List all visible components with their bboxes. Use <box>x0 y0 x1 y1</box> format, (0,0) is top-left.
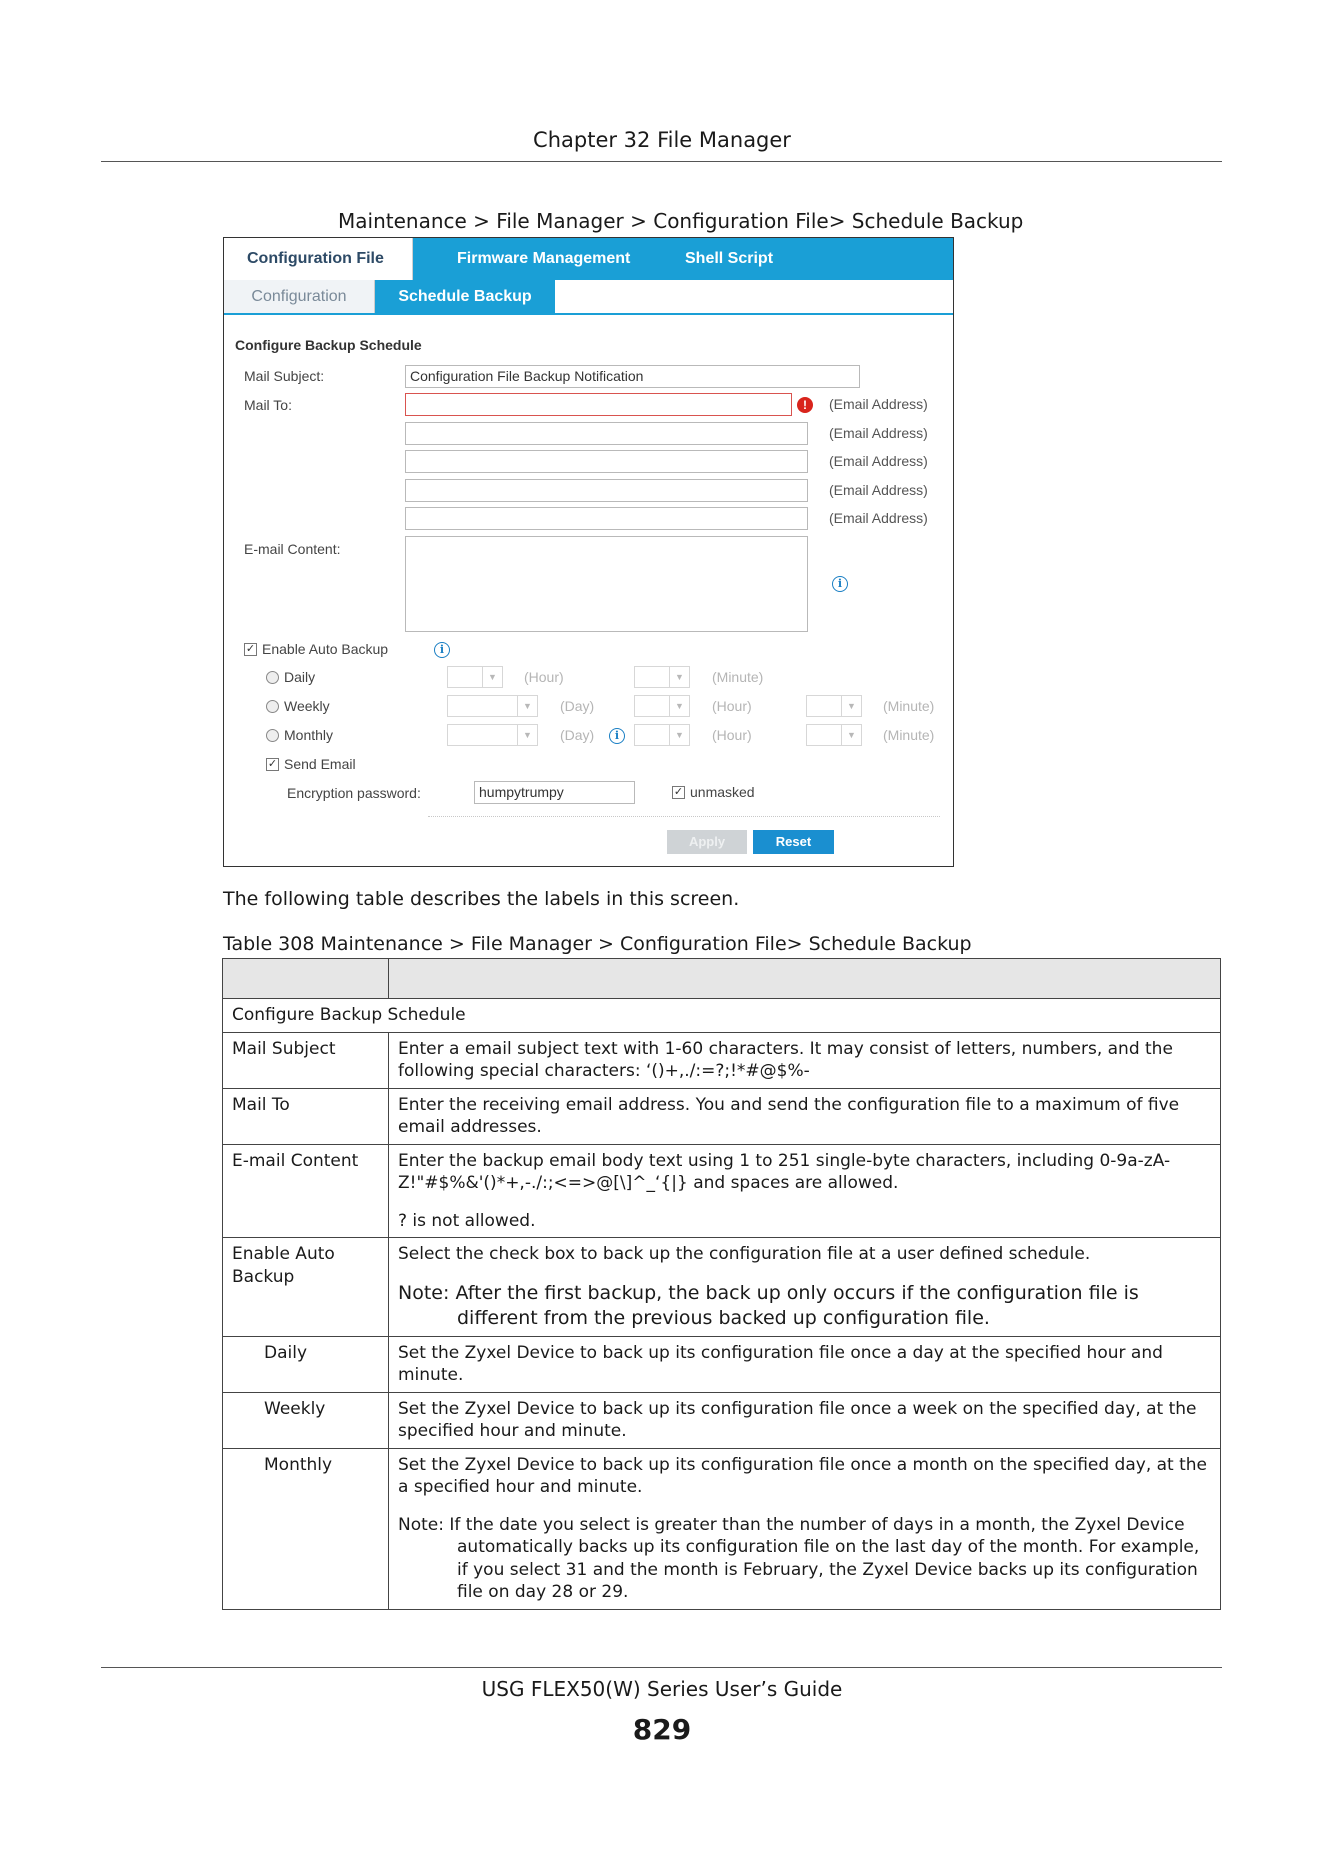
table-row <box>223 1448 1221 1609</box>
mail-to-input-5[interactable] <box>405 507 808 530</box>
form-divider <box>428 816 940 817</box>
main-tab-bar <box>224 238 953 280</box>
page-number: 829 <box>632 1713 692 1746</box>
chevron-down-icon: ▼ <box>669 667 689 687</box>
monthly-day-hint: (Day) <box>560 727 595 743</box>
tab-firmware-management[interactable]: Firmware Management <box>457 250 631 267</box>
header-cell <box>389 959 1221 999</box>
weekly-label: Weekly <box>284 698 330 714</box>
mail-subject-input[interactable]: Configuration File Backup Notification <box>405 365 860 388</box>
daily-hour-dropdown[interactable] <box>447 666 503 688</box>
monthly-hour-hint: (Hour) <box>712 727 752 743</box>
mail-to-input-1[interactable] <box>405 393 792 416</box>
monthly-day-dropdown[interactable] <box>447 724 538 746</box>
chevron-down-icon: ▼ <box>669 725 689 745</box>
description-extra: ? is not allowed. <box>398 1210 536 1231</box>
weekly-day-dropdown[interactable] <box>447 695 538 717</box>
row-description <box>389 1144 1221 1238</box>
email-hint-3: (Email Address) <box>829 453 928 469</box>
enable-auto-backup-label: Enable Auto Backup <box>262 641 389 657</box>
daily-hour-hint: (Hour) <box>524 669 564 685</box>
row-label: Weekly <box>223 1392 389 1448</box>
table-row <box>223 1392 1221 1448</box>
monthly-minute-hint: (Minute) <box>883 727 935 743</box>
row-description: Set the Zyxel Device to back up its configuration file once a week on the specified day, at the specified hour and minute. <box>389 1392 1221 1448</box>
mail-to-input-2[interactable] <box>405 422 808 445</box>
header-cell <box>223 959 389 999</box>
description-text: Set the Zyxel Device to back up its configuration file once a month on the specified day, at the a specified hour and minute. <box>398 1454 1208 1497</box>
note-continuation: automatically backs up its configuration file on the last day of the month. For example, if you select 31 and the month is February, the Zyxel Device backs up its configuration file on day 28 or 29. <box>457 1537 1200 1602</box>
sub-tab-bar <box>224 280 953 315</box>
table-row <box>223 1032 1221 1088</box>
row-description <box>389 1448 1221 1609</box>
row-label: Mail Subject <box>223 1032 389 1088</box>
row-label: E-mail Content <box>223 1144 389 1238</box>
row-description: Set the Zyxel Device to back up its configuration file once a day at the specified hour and minute. <box>389 1336 1221 1392</box>
weekly-day-hint: (Day) <box>560 698 595 714</box>
row-label: Monthly <box>223 1448 389 1609</box>
send-email-checkbox[interactable]: ✓ <box>267 758 278 770</box>
apply-button[interactable]: Apply <box>667 830 747 854</box>
chevron-down-icon: ▼ <box>517 696 537 716</box>
unmasked-label: unmasked <box>690 784 755 800</box>
mail-subject-label: Mail Subject: <box>244 368 325 384</box>
weekly-hour-hint: (Hour) <box>712 698 752 714</box>
email-content-label: E-mail Content: <box>244 541 341 557</box>
chevron-down-icon: ▼ <box>517 725 537 745</box>
daily-minute-hint: (Minute) <box>712 669 764 685</box>
row-description: Enter the receiving email address. You and send the configuration file to a maximum of five email addresses. <box>389 1088 1221 1144</box>
daily-label: Daily <box>284 669 316 685</box>
subtab-schedule-backup[interactable]: Schedule Backup <box>375 280 555 313</box>
note <box>398 1514 1211 1604</box>
note-prefix: Note: <box>398 1514 444 1535</box>
row-label: Mail To <box>223 1088 389 1144</box>
section-row-cell: Configure Backup Schedule <box>223 999 1221 1033</box>
enable-auto-backup-checkbox[interactable]: ✓ <box>245 643 256 655</box>
note-line: If the date you select is greater than the number of days in a month, the Zyxel Device <box>449 1514 1185 1535</box>
monthly-label: Monthly <box>284 727 334 743</box>
table-header-row <box>223 959 1221 999</box>
figure-caption: Maintenance > File Manager > Configuration File> Schedule Backup <box>338 209 1024 233</box>
weekly-minute-hint: (Minute) <box>883 698 935 714</box>
note-line: After the first backup, the back up only occurs if the configuration file is <box>455 1281 1139 1304</box>
email-hint-5: (Email Address) <box>829 510 928 526</box>
tab-shell-script[interactable]: Shell Script <box>685 250 774 267</box>
monthly-radio[interactable] <box>266 729 279 742</box>
table-row <box>223 1144 1221 1238</box>
weekly-radio[interactable] <box>266 700 279 713</box>
description-text: Enter the backup email body text using 1 to 251 single-byte characters, including 0-9a-zA-Z!"#$%&'()*+,-./:;<=>@[\]^_‘{|} and spaces are allowed. <box>398 1150 1171 1193</box>
table-row <box>223 1088 1221 1144</box>
chevron-down-icon: ▼ <box>482 667 502 687</box>
info-icon[interactable]: i <box>434 642 450 658</box>
mail-to-input-4[interactable] <box>405 479 808 502</box>
error-icon: ! <box>797 397 813 413</box>
unmasked-checkbox[interactable]: ✓ <box>673 786 684 798</box>
subtab-configuration[interactable]: Configuration <box>224 280 375 313</box>
guide-title: USG FLEX50(W) Series User’s Guide <box>481 1677 843 1701</box>
row-label: Daily <box>223 1336 389 1392</box>
email-hint-1: (Email Address) <box>829 396 928 412</box>
daily-radio[interactable] <box>266 671 279 684</box>
weekly-hour-dropdown[interactable] <box>634 695 690 717</box>
email-hint-2: (Email Address) <box>829 425 928 441</box>
send-email-label: Send Email <box>284 756 356 772</box>
header-divider <box>101 161 1222 162</box>
chapter-header: Chapter 32 File Manager <box>533 128 791 152</box>
chevron-down-icon: ▼ <box>841 696 861 716</box>
table-caption: Table 308 Maintenance > File Manager > Configuration File> Schedule Backup <box>223 933 972 955</box>
daily-minute-dropdown[interactable] <box>634 666 690 688</box>
mail-to-label: Mail To: <box>244 397 292 413</box>
note-continuation: different from the previous backed up configuration file. <box>457 1306 990 1329</box>
email-content-textarea[interactable] <box>405 536 808 632</box>
mail-to-input-3[interactable] <box>405 450 808 473</box>
description-table <box>222 958 1221 1610</box>
table-row <box>223 999 1221 1033</box>
note <box>398 1281 1211 1331</box>
footer-divider <box>101 1667 1222 1668</box>
monthly-hour-dropdown[interactable] <box>634 724 690 746</box>
chevron-down-icon: ▼ <box>841 725 861 745</box>
email-hint-4: (Email Address) <box>829 482 928 498</box>
intro-paragraph: The following table describes the labels in this screen. <box>223 888 740 910</box>
info-icon[interactable]: i <box>832 576 848 592</box>
encryption-password-input[interactable]: humpytrumpy <box>474 781 635 804</box>
row-description <box>389 1238 1221 1337</box>
tab-configuration-file[interactable]: Configuration File <box>224 238 413 280</box>
note-prefix: Note: <box>398 1281 450 1304</box>
table-row <box>223 1238 1221 1337</box>
section-title: Configure Backup Schedule <box>235 337 422 353</box>
row-description: Enter a email subject text with 1-60 characters. It may consist of letters, numbers, and the following special characters: ‘()+,./:=?;!*#@$%- <box>389 1032 1221 1088</box>
chevron-down-icon: ▼ <box>669 696 689 716</box>
row-label: Enable Auto Backup <box>223 1238 389 1337</box>
encryption-password-label: Encryption password: <box>287 785 421 801</box>
weekly-minute-dropdown[interactable] <box>806 695 862 717</box>
description-text: Select the check box to back up the configuration file at a user defined schedule. <box>398 1244 1091 1264</box>
table-row <box>223 1336 1221 1392</box>
monthly-minute-dropdown[interactable] <box>806 724 862 746</box>
reset-button[interactable]: Reset <box>753 830 834 854</box>
info-icon[interactable]: i <box>609 728 625 744</box>
schedule-backup-screenshot <box>223 237 954 867</box>
